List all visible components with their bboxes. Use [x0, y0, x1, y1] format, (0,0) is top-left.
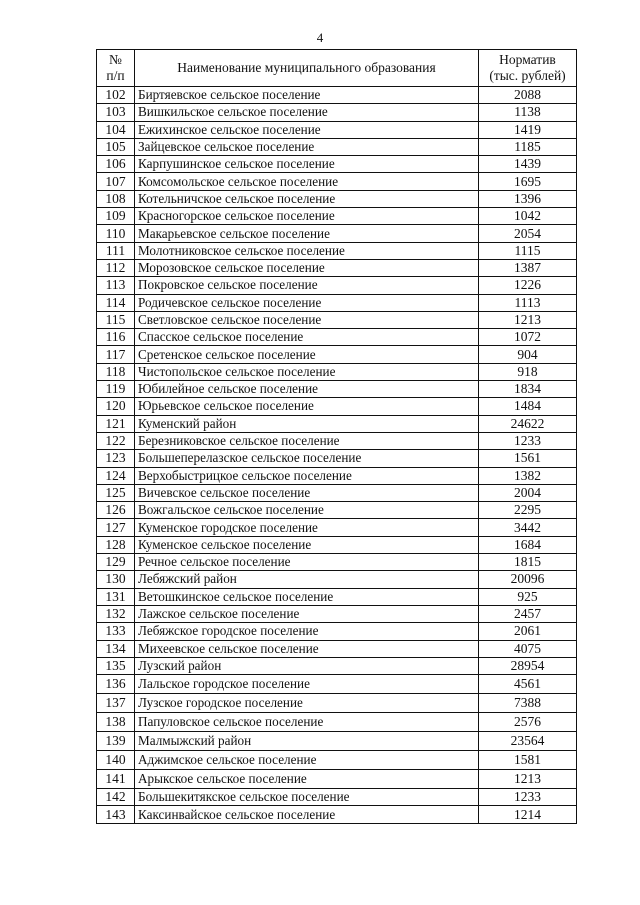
row-number: 140	[97, 751, 135, 770]
row-municipality-name: Верхобыстрицкое сельское поселение	[135, 467, 479, 484]
row-normative-value: 918	[479, 363, 577, 380]
row-number: 132	[97, 605, 135, 622]
row-municipality-name: Вичевское сельское поселение	[135, 484, 479, 501]
row-number: 116	[97, 329, 135, 346]
header-value	[479, 50, 577, 87]
table-row	[97, 173, 577, 190]
row-normative-value: 1115	[479, 242, 577, 259]
row-municipality-name: Лебяжский район	[135, 571, 479, 588]
row-number: 102	[97, 87, 135, 104]
row-normative-value: 2576	[479, 713, 577, 732]
table-body	[97, 87, 577, 824]
row-normative-value: 1695	[479, 173, 577, 190]
row-municipality-name: Чистопольское сельское поселение	[135, 363, 479, 380]
table-row	[97, 484, 577, 501]
table-row	[97, 432, 577, 449]
table-row	[97, 87, 577, 104]
row-number: 133	[97, 623, 135, 640]
table-row	[97, 605, 577, 622]
row-municipality-name: Макарьевское сельское поселение	[135, 225, 479, 242]
table-row	[97, 294, 577, 311]
row-number: 124	[97, 467, 135, 484]
row-normative-value: 2061	[479, 623, 577, 640]
row-municipality-name: Ежихинское сельское поселение	[135, 121, 479, 138]
row-municipality-name: Молотниковское сельское поселение	[135, 242, 479, 259]
row-municipality-name: Вишкильское сельское поселение	[135, 104, 479, 121]
row-normative-value: 1185	[479, 138, 577, 155]
row-normative-value: 1834	[479, 381, 577, 398]
row-municipality-name: Речное сельское поселение	[135, 554, 479, 571]
table-row	[97, 121, 577, 138]
row-number: 141	[97, 770, 135, 789]
row-normative-value: 23564	[479, 732, 577, 751]
row-normative-value: 28954	[479, 657, 577, 674]
table-row	[97, 536, 577, 553]
row-municipality-name: Лебяжское городское поселение	[135, 623, 479, 640]
header-name: Наименование муниципального образования	[135, 50, 479, 87]
table-row	[97, 450, 577, 467]
row-number: 113	[97, 277, 135, 294]
row-municipality-name: Куменское городское поселение	[135, 519, 479, 536]
row-municipality-name: Покровское сельское поселение	[135, 277, 479, 294]
row-number: 139	[97, 732, 135, 751]
row-normative-value: 1684	[479, 536, 577, 553]
row-number: 142	[97, 789, 135, 806]
row-municipality-name: Лальское городское поселение	[135, 675, 479, 694]
row-normative-value: 1815	[479, 554, 577, 571]
row-municipality-name: Куменское сельское поселение	[135, 536, 479, 553]
row-normative-value: 1072	[479, 329, 577, 346]
row-municipality-name: Юбилейное сельское поселение	[135, 381, 479, 398]
table-row	[97, 277, 577, 294]
row-number: 103	[97, 104, 135, 121]
table-row	[97, 694, 577, 713]
row-municipality-name: Комсомольское сельское поселение	[135, 173, 479, 190]
table-row	[97, 675, 577, 694]
table-row	[97, 751, 577, 770]
table-row	[97, 554, 577, 571]
table-row	[97, 242, 577, 259]
row-number: 118	[97, 363, 135, 380]
row-normative-value: 2295	[479, 502, 577, 519]
row-number: 111	[97, 242, 135, 259]
row-number: 110	[97, 225, 135, 242]
row-municipality-name: Котельничское сельское поселение	[135, 190, 479, 207]
row-normative-value: 1042	[479, 208, 577, 225]
normative-table	[96, 49, 577, 824]
row-normative-value: 3442	[479, 519, 577, 536]
row-number: 122	[97, 432, 135, 449]
row-municipality-name: Малмыжский район	[135, 732, 479, 751]
row-number: 104	[97, 121, 135, 138]
table-row	[97, 789, 577, 806]
table-row	[97, 623, 577, 640]
row-municipality-name: Папуловское сельское поселение	[135, 713, 479, 732]
header-number-line2: п/п	[106, 68, 125, 83]
row-municipality-name: Каксинвайское сельское поселение	[135, 806, 479, 823]
table-row	[97, 156, 577, 173]
row-number: 107	[97, 173, 135, 190]
row-number: 105	[97, 138, 135, 155]
row-municipality-name: Родичевское сельское поселение	[135, 294, 479, 311]
row-number: 108	[97, 190, 135, 207]
table-row	[97, 806, 577, 823]
row-municipality-name: Аджимское сельское поселение	[135, 751, 479, 770]
table-row	[97, 381, 577, 398]
row-municipality-name: Березниковское сельское поселение	[135, 432, 479, 449]
table-row	[97, 571, 577, 588]
table-row	[97, 138, 577, 155]
row-number: 137	[97, 694, 135, 713]
row-municipality-name: Михеевское сельское поселение	[135, 640, 479, 657]
row-normative-value: 1113	[479, 294, 577, 311]
row-number: 121	[97, 415, 135, 432]
table-row	[97, 588, 577, 605]
row-number: 143	[97, 806, 135, 823]
row-municipality-name: Светловское сельское поселение	[135, 311, 479, 328]
row-normative-value: 24622	[479, 415, 577, 432]
header-value-line2: (тыс. рублей)	[489, 68, 566, 83]
row-number: 126	[97, 502, 135, 519]
row-number: 138	[97, 713, 135, 732]
row-number: 112	[97, 259, 135, 276]
row-normative-value: 925	[479, 588, 577, 605]
row-municipality-name: Сретенское сельское поселение	[135, 346, 479, 363]
row-normative-value: 1484	[479, 398, 577, 415]
row-number: 106	[97, 156, 135, 173]
row-municipality-name: Большекитякское сельское поселение	[135, 789, 479, 806]
row-municipality-name: Лузское городское поселение	[135, 694, 479, 713]
table-row	[97, 640, 577, 657]
row-municipality-name: Морозовское сельское поселение	[135, 259, 479, 276]
table-row	[97, 398, 577, 415]
row-normative-value: 1581	[479, 751, 577, 770]
row-municipality-name: Куменский район	[135, 415, 479, 432]
row-number: 127	[97, 519, 135, 536]
row-normative-value: 1226	[479, 277, 577, 294]
row-municipality-name: Карпушинское сельское поселение	[135, 156, 479, 173]
row-normative-value: 1439	[479, 156, 577, 173]
row-municipality-name: Спасское сельское поселение	[135, 329, 479, 346]
row-normative-value: 1213	[479, 311, 577, 328]
row-number: 129	[97, 554, 135, 571]
table-row	[97, 502, 577, 519]
row-normative-value: 1382	[479, 467, 577, 484]
row-normative-value: 1233	[479, 789, 577, 806]
table-header	[97, 50, 577, 87]
row-number: 117	[97, 346, 135, 363]
row-number: 115	[97, 311, 135, 328]
table-row	[97, 259, 577, 276]
row-municipality-name: Арыкское сельское поселение	[135, 770, 479, 789]
row-normative-value: 4075	[479, 640, 577, 657]
row-municipality-name: Лажское сельское поселение	[135, 605, 479, 622]
row-number: 114	[97, 294, 135, 311]
row-normative-value: 4561	[479, 675, 577, 694]
header-row	[97, 50, 577, 87]
row-normative-value: 2088	[479, 87, 577, 104]
table-row	[97, 208, 577, 225]
table-row	[97, 104, 577, 121]
row-municipality-name: Красногорское сельское поселение	[135, 208, 479, 225]
row-normative-value: 2457	[479, 605, 577, 622]
row-municipality-name: Биртяевское сельское поселение	[135, 87, 479, 104]
table-row	[97, 713, 577, 732]
row-number: 120	[97, 398, 135, 415]
table-row	[97, 415, 577, 432]
page-number: 4	[316, 30, 324, 45]
row-number: 130	[97, 571, 135, 588]
header-number	[97, 50, 135, 87]
row-number: 135	[97, 657, 135, 674]
row-municipality-name: Юрьевское сельское поселение	[135, 398, 479, 415]
row-number: 128	[97, 536, 135, 553]
table-row	[97, 225, 577, 242]
row-normative-value: 1233	[479, 432, 577, 449]
table-row	[97, 329, 577, 346]
table-row	[97, 519, 577, 536]
row-number: 109	[97, 208, 135, 225]
row-municipality-name: Ветошкинское сельское поселение	[135, 588, 479, 605]
row-normative-value: 904	[479, 346, 577, 363]
row-municipality-name: Большеперелазское сельское поселение	[135, 450, 479, 467]
row-number: 123	[97, 450, 135, 467]
header-value-line1: Норматив	[499, 52, 556, 67]
row-normative-value: 7388	[479, 694, 577, 713]
row-normative-value: 1138	[479, 104, 577, 121]
row-normative-value: 2004	[479, 484, 577, 501]
row-number: 136	[97, 675, 135, 694]
row-normative-value: 1419	[479, 121, 577, 138]
table-row	[97, 657, 577, 674]
table-row	[97, 467, 577, 484]
row-normative-value: 1561	[479, 450, 577, 467]
row-municipality-name: Лузский район	[135, 657, 479, 674]
row-number: 134	[97, 640, 135, 657]
row-number: 119	[97, 381, 135, 398]
row-normative-value: 1213	[479, 770, 577, 789]
row-normative-value: 20096	[479, 571, 577, 588]
table-row	[97, 311, 577, 328]
table-row	[97, 190, 577, 207]
row-normative-value: 1396	[479, 190, 577, 207]
row-normative-value: 1387	[479, 259, 577, 276]
table-row	[97, 363, 577, 380]
header-number-line1: №	[109, 52, 122, 67]
row-normative-value: 1214	[479, 806, 577, 823]
table-row	[97, 732, 577, 751]
row-municipality-name: Зайцевское сельское поселение	[135, 138, 479, 155]
row-number: 125	[97, 484, 135, 501]
table-row	[97, 346, 577, 363]
table-row	[97, 770, 577, 789]
row-number: 131	[97, 588, 135, 605]
row-normative-value: 2054	[479, 225, 577, 242]
row-municipality-name: Вожгальское сельское поселение	[135, 502, 479, 519]
